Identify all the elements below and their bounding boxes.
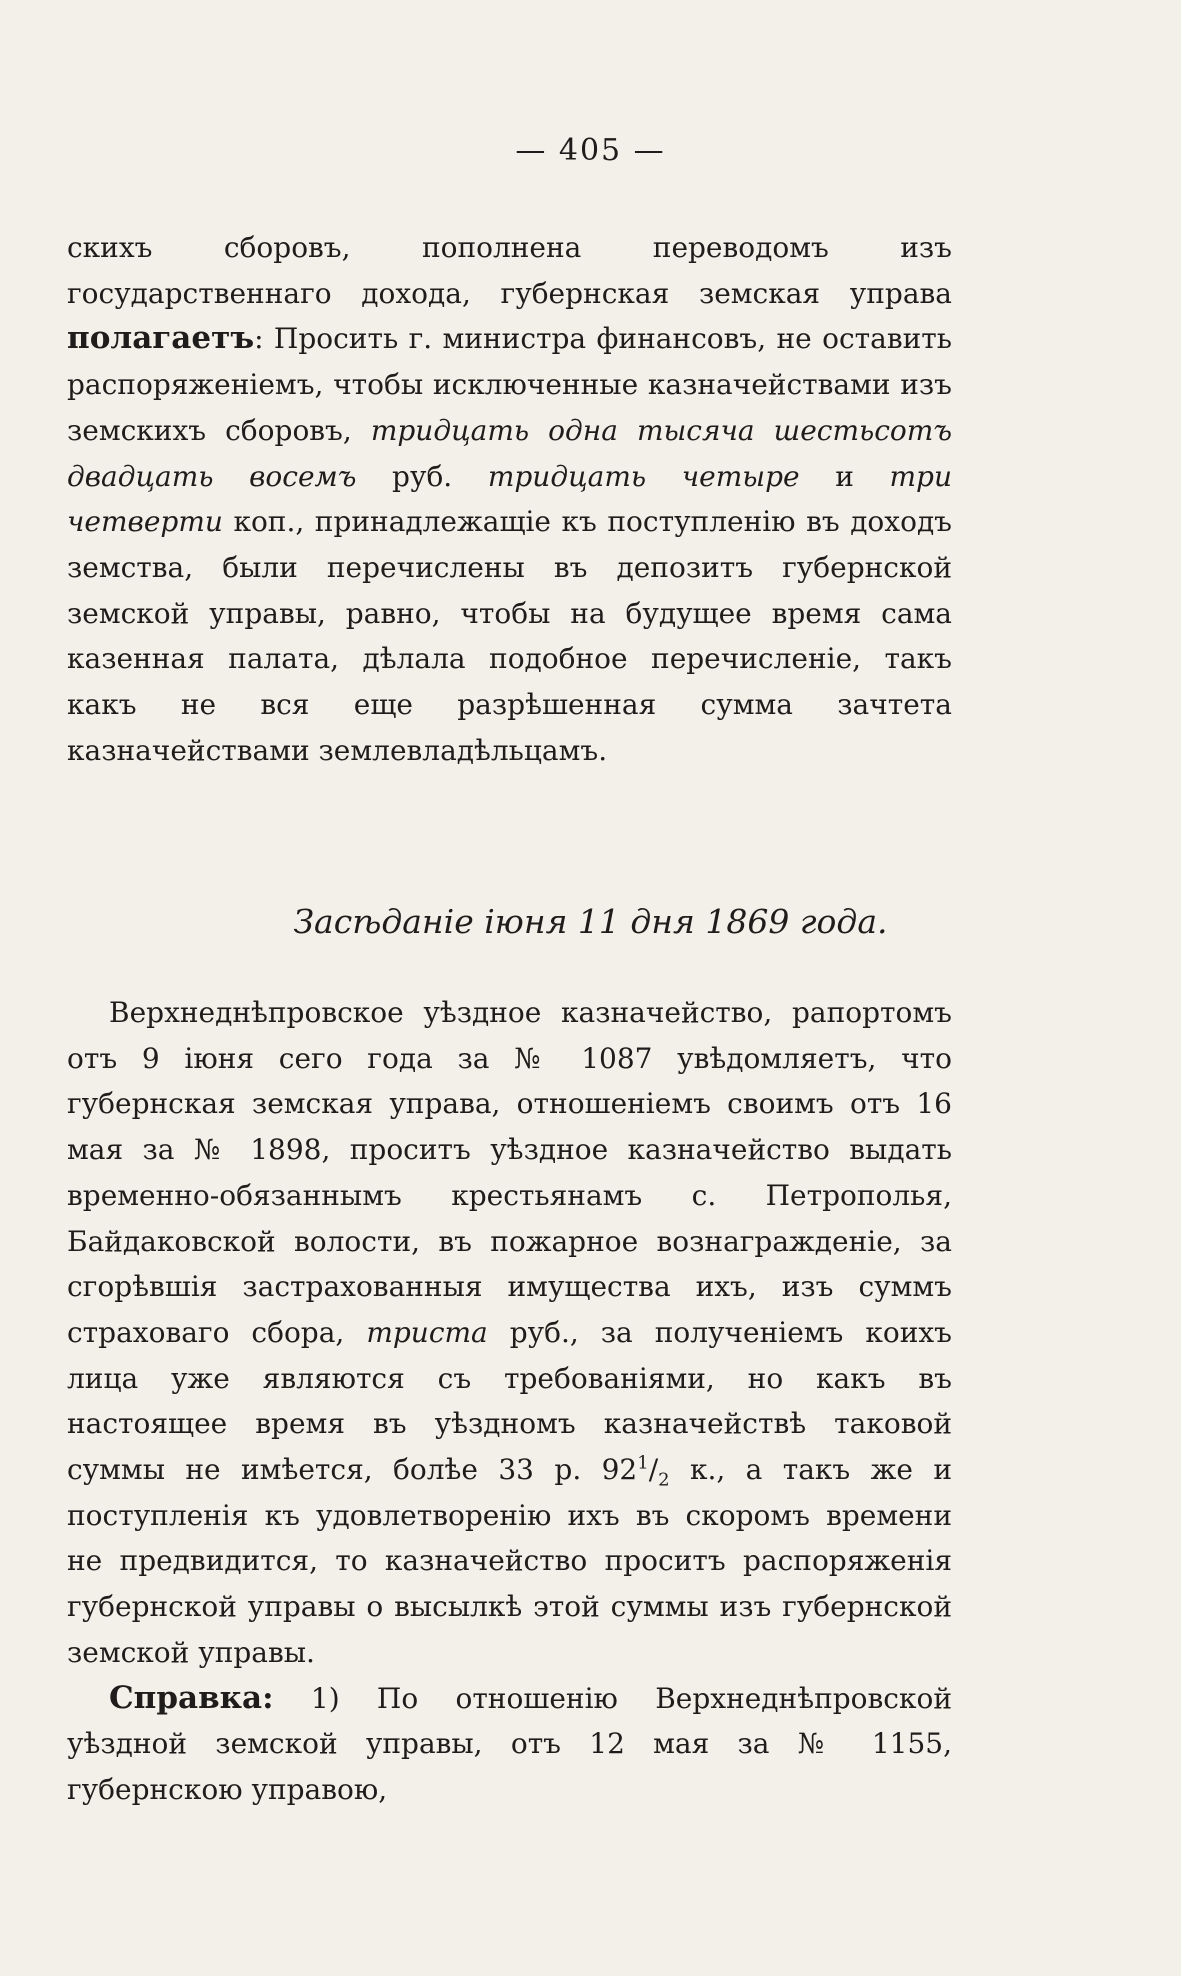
paragraph [67,1676,952,1813]
paragraph [67,225,952,773]
text-run: коп., принадлежащіе къ поступленію въ доходъ земства, были перечислены въ депозитъ губернской земской управы, равно, чтобы на будущее время сама казенная палата, дѣлала подобное перечисленіе, такъ какъ не вся еще разрѣшенная сумма зачтета казначействами землевладѣльцамъ. [67,505,952,767]
fraction-denominator: 2 [658,1469,670,1491]
paragraph [67,990,952,1676]
text-run: 1) По отношенію Верхнеднѣпровской уѣздной земской управы, отъ 12 мая за № 1155, губернскою управою, [67,1681,952,1806]
text-run: скихъ сборовъ, пополнена переводомъ изъ государственнаго дохода, губернская земская управа [67,231,952,310]
text-run: : Просить г. министра финансовъ, не оставить распоряженіемъ, чтобы исключенные казначействами изъ земскихъ сборовъ, [67,322,952,447]
italic-amount: три четверти [67,459,952,539]
bold-term: Справка: [109,1679,274,1716]
italic-amount: триста [366,1315,488,1349]
fraction-slash: / [648,1453,659,1487]
italic-amount: тридцать четыре [487,459,800,493]
text-run: и [799,459,890,493]
text-run: к., а такъ же и поступленія къ удовлетворенію ихъ въ скоромъ времени не предвидится, то казначейство проситъ распоряженія губернской управы о высылкѣ этой суммы изъ губернской земской управы. [67,1453,952,1669]
text-run: руб., за полученіемъ коихъ лица уже являются съ требованіями, но какъ въ настоящее время въ уѣздномъ казначействѣ таковой суммы не имѣется, болѣе 33 р. 92 [67,1315,952,1487]
page-number: — 405 — [515,133,666,168]
italic-amount: тридцать одна тысяча шестьсотъ двадцать восемъ [67,413,952,493]
bold-term: полагаетъ [67,320,255,357]
text-block-2 [67,990,952,1813]
fraction-numerator: 1 [637,1452,649,1474]
text-block-1 [67,225,952,773]
text-run: Верхнеднѣпровское уѣздное казначейство, рапортомъ отъ 9 іюня сего года за № 1087 увѣдомляетъ, что губернская земская управа, отношеніемъ своимъ отъ 16 мая за № 1898, проситъ уѣздное казначейство выдать временно-обязаннымъ крестьянамъ с. Петрополья, Байдаковской волости, въ пожарное вознагражденіе, за сгорѣвшія застрахованныя имущества ихъ, изъ суммъ страховаго сбора, [67,996,952,1349]
text-run: руб. [356,459,488,493]
session-heading: Засѣданіе іюня 11 дня 1869 года. [293,902,888,941]
